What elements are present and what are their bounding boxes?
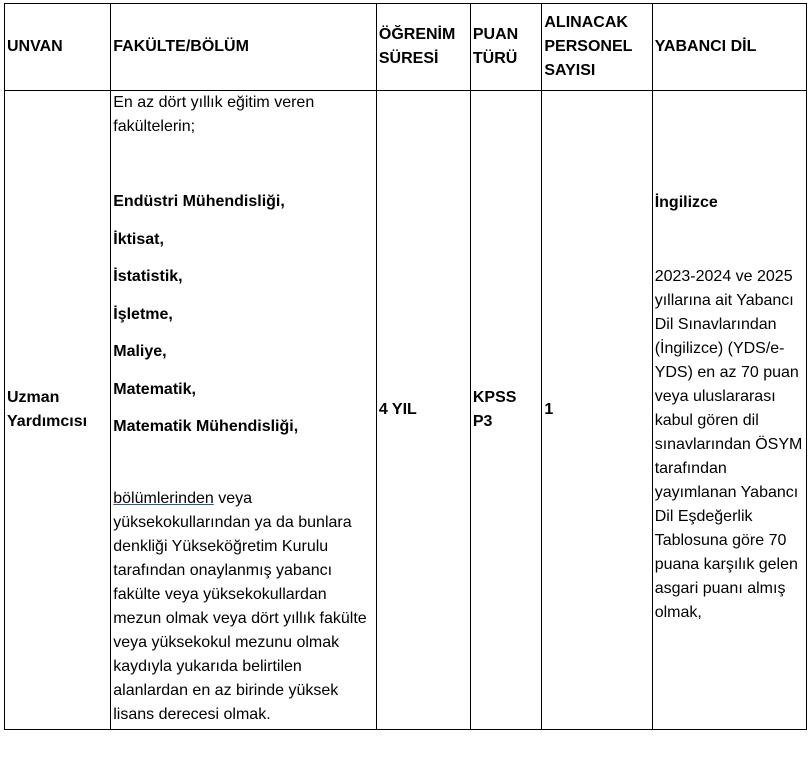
cell-puan: KPSS P3 (470, 91, 542, 730)
department-item: İstatistik, (113, 268, 183, 285)
fakulte-intro: En az dört yıllık eğitim veren fakültelerin; (113, 94, 315, 135)
header-unvan: UNVAN (5, 4, 111, 91)
department-item: İktisat, (113, 230, 164, 248)
header-puan: PUAN TÜRÜ (470, 4, 542, 91)
recruitment-table (4, 3, 807, 730)
cell-ogrenim: 4 YIL (376, 91, 470, 730)
department-list (113, 183, 374, 446)
dil-title: İngilizce (654, 194, 718, 211)
department-item: Maliye, (113, 343, 167, 360)
fakulte-outro-link: bölümlerinden (113, 489, 214, 507)
department-item: İşletme, (113, 305, 173, 323)
cell-fakulte (111, 91, 377, 730)
department-item: Matematik Mühendisliği, (113, 418, 299, 435)
header-row (5, 4, 807, 91)
department-item: Matematik, (113, 380, 196, 398)
table-row (5, 91, 807, 730)
cell-personel: 1 (542, 91, 652, 730)
header-dil: YABANCI DİL (652, 4, 806, 91)
header-personel: ALINACAK PERSONEL SAYISI (542, 4, 652, 91)
fakulte-outro (113, 487, 374, 727)
header-fakulte: FAKÜLTE/BÖLÜM (111, 4, 377, 91)
fakulte-outro-text: veya yüksekokullarından ya da bunlara denkliği Yükseköğretim Kurulu tarafından onaylanmış yabancı fakülte veya yüksekokullardan mezun olmak veya dört yıllık fakülte veya yüksekokul mezunu olmak kaydıyla yukarıda belirtilen alanlardan en az birinde yüksek lisans derecesi olmak. (113, 489, 367, 723)
dil-text: 2023-2024 ve 2025 yıllarına ait Yabancı Dil Sınavlarından (İngilizce) (YDS/e-YDS) en az 70 puan veya uluslararası kabul gören dil sınavlarından ÖSYM tarafından yayımlanan Yabancı Dil Eşdeğerlik Tablosuna göre 70 puana karşılık gelen asgari puanı almış olmak, (654, 268, 803, 621)
cell-dil (652, 91, 806, 730)
header-ogrenim: ÖĞRENİM SÜRESİ (376, 4, 470, 91)
department-item: Endüstri Mühendisliği, (113, 193, 285, 210)
cell-unvan: Uzman Yardımcısı (5, 91, 111, 730)
